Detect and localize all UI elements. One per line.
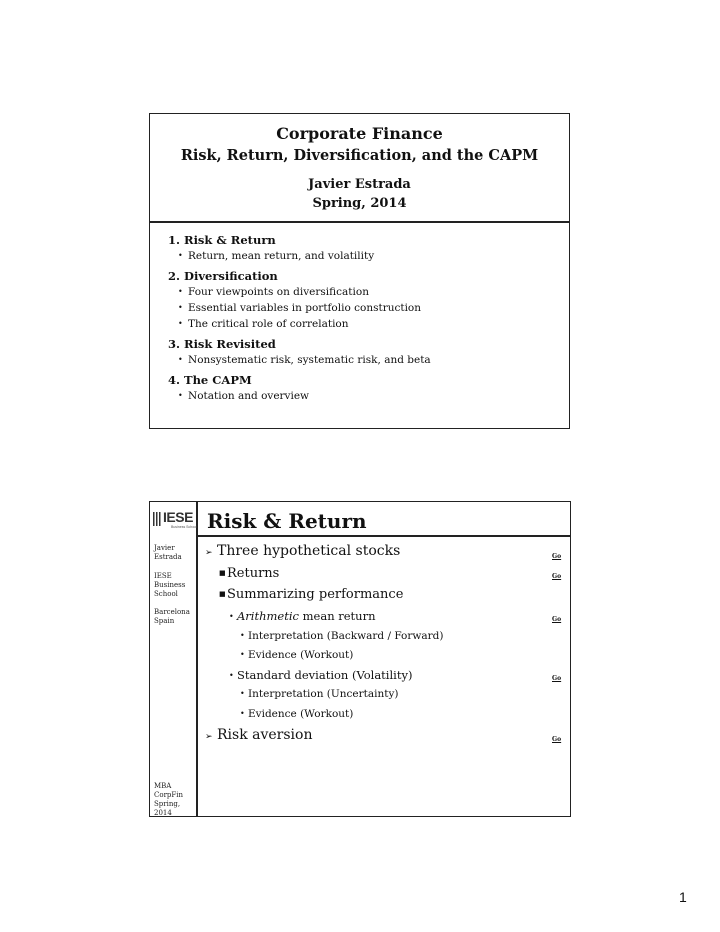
course-title: Corporate Finance bbox=[276, 124, 443, 143]
section-title: 3. Risk Revisited bbox=[168, 337, 276, 351]
bullet-summarizing: ■Summarizing performance bbox=[219, 587, 404, 602]
outline-section bbox=[168, 268, 569, 332]
outline-item: • Notation and overview bbox=[178, 390, 310, 402]
section-title: 1. Risk & Return bbox=[168, 233, 276, 247]
bullet-three-stocks: ➢ Three hypothetical stocks bbox=[205, 543, 401, 559]
arrow-bullet-icon: ➢ bbox=[205, 548, 213, 558]
bullet-standard-deviation: • Standard deviation (Volatility) bbox=[229, 668, 413, 682]
outline-item: • The critical role of correlation bbox=[178, 318, 349, 330]
sidebar-course: MBA CorpFin Spring, 2014 bbox=[154, 782, 184, 817]
slide-header bbox=[198, 502, 570, 537]
iese-logo: IESE Business School bbox=[153, 510, 195, 530]
outline-section bbox=[168, 372, 569, 404]
go-link[interactable]: Go bbox=[552, 573, 562, 580]
slide-title: Risk & Return bbox=[207, 509, 367, 533]
author-name: Javier Estrada bbox=[308, 177, 411, 192]
bullet-icon: • bbox=[178, 355, 183, 364]
square-bullet-icon: ■ bbox=[219, 569, 226, 577]
iese-logo-mark-icon bbox=[153, 512, 162, 526]
bullet-evidence: • Evidence (Workout) bbox=[240, 649, 354, 661]
bullet-icon: • bbox=[178, 251, 183, 260]
bullet-icon: • bbox=[229, 671, 234, 680]
sidebar-author: Javier Estrada bbox=[154, 544, 182, 561]
sidebar-location: Barcelona Spain bbox=[154, 608, 190, 625]
go-link[interactable]: Go bbox=[552, 553, 562, 560]
section-title: 4. The CAPM bbox=[168, 373, 252, 387]
bullet-returns: ■Returns bbox=[219, 566, 280, 581]
outline-item: • Nonsystematic risk, systematic risk, and beta bbox=[178, 354, 431, 366]
outline-item: • Essential variables in portfolio construction bbox=[178, 302, 422, 314]
bullet-icon: • bbox=[178, 391, 183, 400]
go-link[interactable]: Go bbox=[552, 616, 562, 623]
go-link[interactable]: Go bbox=[552, 736, 562, 743]
outline-section bbox=[168, 336, 569, 368]
outline-item: • Four viewpoints on diversification bbox=[178, 286, 369, 298]
outline bbox=[150, 223, 569, 404]
bullet-icon: • bbox=[178, 303, 183, 312]
bullet-interpretation-uncertainty: • Interpretation (Uncertainty) bbox=[240, 688, 399, 700]
outline-item: • Return, mean return, and volatility bbox=[178, 250, 375, 262]
bullet-icon: • bbox=[240, 689, 245, 698]
outline-section bbox=[168, 232, 569, 264]
bullet-arithmetic-mean: • Arithmetic mean return bbox=[229, 609, 376, 623]
bullet-icon: • bbox=[178, 287, 183, 296]
section-title: 2. Diversification bbox=[168, 269, 278, 283]
square-bullet-icon: ■ bbox=[219, 590, 226, 598]
risk-return-slide bbox=[149, 501, 571, 817]
sidebar-school: IESE Business School bbox=[154, 572, 186, 598]
bullet-icon: • bbox=[178, 319, 183, 328]
bullet-evidence: • Evidence (Workout) bbox=[240, 708, 354, 720]
bullet-icon: • bbox=[240, 709, 245, 718]
bullet-icon: • bbox=[229, 612, 234, 621]
slide-sidebar bbox=[150, 502, 198, 816]
arrow-bullet-icon: ➢ bbox=[205, 732, 213, 742]
bullet-icon: • bbox=[240, 650, 245, 659]
bullet-interpretation-backward: • Interpretation (Backward / Forward) bbox=[240, 630, 444, 642]
term-date: Spring, 2014 bbox=[312, 196, 407, 211]
bullet-risk-aversion: ➢ Risk aversion bbox=[205, 727, 313, 743]
go-link[interactable]: Go bbox=[552, 675, 562, 682]
lecture-subtitle: Risk, Return, Diversification, and the CAPM bbox=[180, 147, 539, 164]
bullet-icon: • bbox=[240, 631, 245, 640]
title-slide bbox=[149, 113, 570, 429]
title-slide-header bbox=[150, 114, 569, 223]
page-number: 1 bbox=[679, 889, 687, 905]
